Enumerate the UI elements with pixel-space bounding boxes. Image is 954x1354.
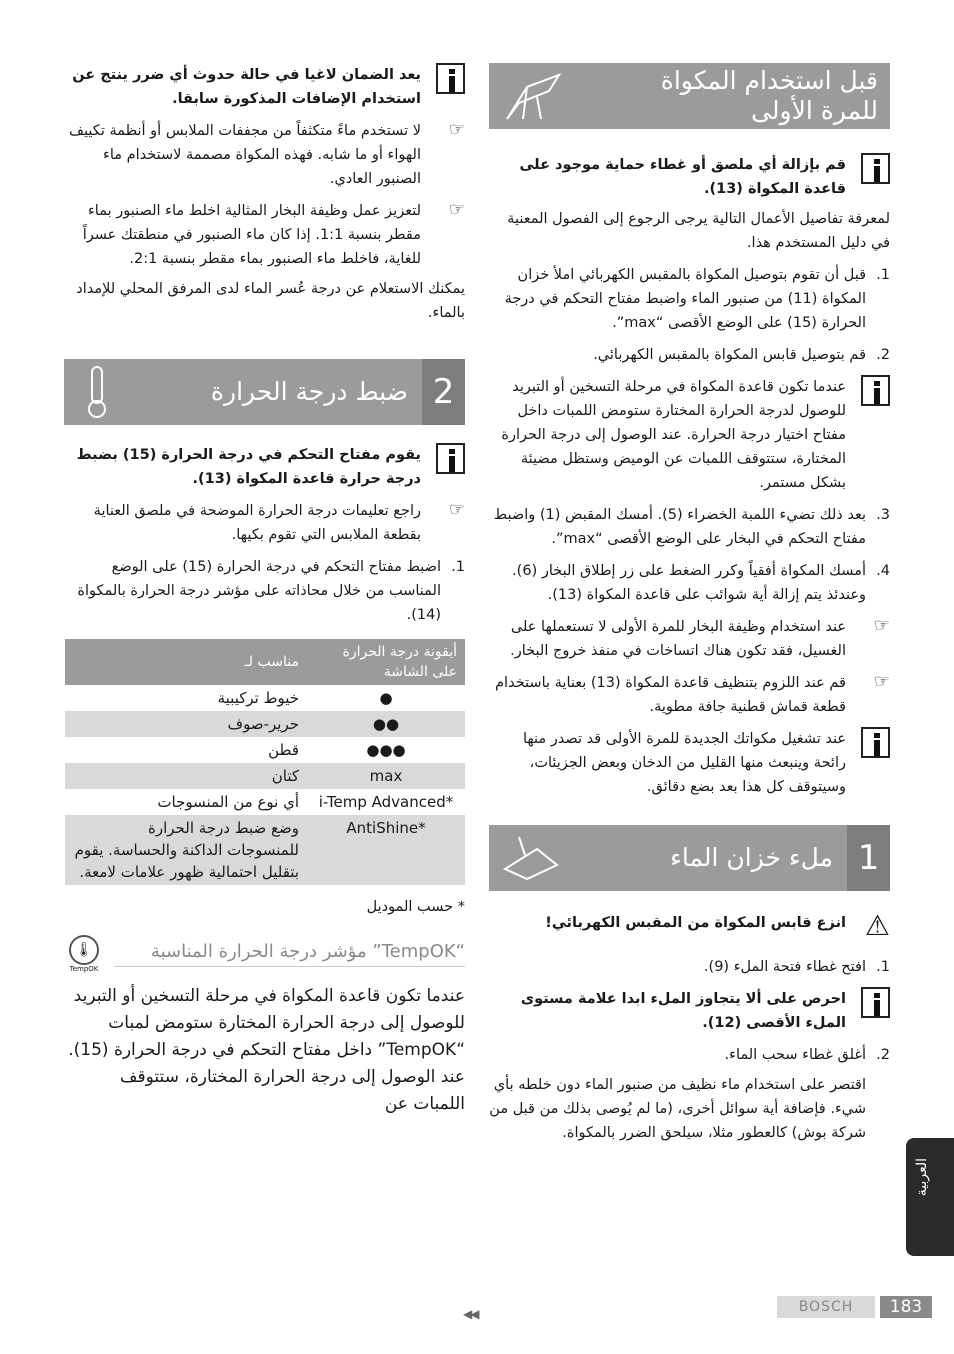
note-text: يعد الضمان لاغيا في حالة حدوث أي ضرر ينتج عن استخدام الإضافات المذكورة سابقا. [72,67,421,107]
info-icon [429,63,465,99]
temp-symbol: i-Temp Advanced* [318,793,454,811]
section-title: قبل استخدام المكواة للمرة الأولى [660,66,878,125]
step-text: أمسك المكواة أفقياً وكرر الضغط على زر إطلاق البخار (6). وعندئذ يتم إزالة أية شوائب على قاعدة المكواة (13). [512,563,866,603]
section-title: ملء خزان الماء [670,843,833,872]
tip-text: لتعزيز عمل وظيفة البخار المثالية اخلط ماء الصنبور بماء مقطر بنسبة 1:1. إذا كان ماء الصنبور في منطقتك عسراً للغاية، فاخلط ماء الصنبور بماء مقطر بنسبة 2:1. [82,203,421,267]
fabric-type: أي نوع من المنسوجات [157,793,299,811]
info-note [489,375,890,495]
hand-tip-icon: ☞ [873,615,890,636]
info-icon [854,987,890,1023]
table-row [65,711,465,737]
fabric-type: خيوط تركيبية [217,689,299,707]
step-text: قم بتوصيل قابس المكواة بالمقبس الكهربائي. [593,347,866,363]
brand-label: BOSCH [777,1296,875,1318]
step-item [489,559,890,607]
step-item [64,555,465,627]
right-column [489,63,890,1145]
step-item [489,503,890,551]
warning-text: انزع قابس المكواة من المقبس الكهربائي! [545,915,846,931]
step-item [489,343,890,367]
temp-symbol: ●●● [366,741,406,759]
tip-text: راجع تعليمات درجة الحرارة الموضحة في ملصق العناية بقطعة الملابس التي تقوم بكيها. [93,503,421,543]
step-number: 4. [876,563,890,579]
step-number: 1. [876,959,890,975]
step-number: 2. [876,347,890,363]
hand-tip-icon: ☞ [448,499,465,520]
step-number: 1. [451,559,465,575]
step-text: اضبط مفتاح التحكم في درجة الحرارة (15) على الوضع المناسب من خلال محاذاته على مؤشر درجة الحرارة بالمكواة (14). [77,559,441,623]
step-text: افتح غطاء فتحة الملء (9). [703,959,866,975]
step-number: 2. [876,1047,890,1063]
tempok-icon-label: TempOK [69,965,99,973]
info-note [64,443,465,491]
temp-symbol: max [307,763,465,789]
table-header: أيقونة درجة الحرارة على الشاشة [307,639,465,685]
tempok-icon: 🌡 TempOK [64,935,104,973]
tip-text: لا تستخدم ماءً متكثفاً من مجففات الملابس أو أنظمة تكييف الهواء أو ما شابه. فهذه المكواة مصممة لاستخدام ماء الصنبور العادي. [69,123,421,187]
info-note [489,727,890,799]
tip-note [489,615,890,663]
info-note [489,987,890,1035]
table-row [65,789,465,815]
table-row [65,815,465,885]
temp-symbol: ● [379,689,393,707]
section-2-header [64,359,465,425]
info-icon [854,375,890,411]
fabric-type: حرير-صوف [65,711,307,737]
info-icon [854,727,890,763]
page-number: 183 [880,1296,932,1318]
fabric-type: قطن [268,741,299,759]
step-number: 3. [876,507,890,523]
info-icon [854,153,890,189]
info-note [489,153,890,201]
language-tab[interactable] [906,1138,954,1256]
section-number: 2 [422,359,465,425]
info-note [64,63,465,111]
step-number: 1. [876,267,890,283]
tempok-header [64,935,465,973]
language-tab-label: العربية [914,1158,930,1197]
tip-note [64,499,465,547]
temp-symbol: AntiShine* [307,815,465,885]
intro-paragraph: لمعرفة تفاصيل الأعمال التالية يرجى الرجوع إلى الفصول المعنية في دليل المستخدم هذا. [507,211,890,251]
thermometer-icon [72,363,142,421]
hardness-paragraph: يمكنك الاستعلام عن درجة عُسر الماء لدى المرفق المحلي للإمداد بالماء. [76,281,465,321]
fabric-type: كتان [65,763,307,789]
step-text: قبل أن تقوم بتوصيل المكواة بالمقبس الكهربائي املأ خزان المكواة (11) من صنبور الماء واضبط مفتاح التحكم في درجة الحرارة (15) على الوضع الأقصى “max”. [504,267,866,331]
footnote: * حسب الموديل [366,899,465,915]
temp-symbol: ●● [307,711,465,737]
step-text: بعد ذلك تضيء اللمبة الخضراء (5). أمسك المقبض (1) واضبط مفتاح التحكم في البخار على الوضع الأقصى “max”. [493,507,866,547]
back-arrows-icon[interactable]: ◀◀ [463,1307,478,1321]
step-item [489,1043,890,1067]
filling-iron-icon [497,829,567,887]
step-item [489,263,890,335]
iron-on-stand-icon [497,67,567,125]
fabric-type: وضع ضبط درجة الحرارة للمنسوجات الداكنة والحساسة. يقوم بتقليل احتمالية ظهور علامات لامعة. [65,815,307,885]
warning-icon: ⚠ [864,909,890,942]
tip-text: عند استخدام وظيفة البخار للمرة الأولى لا تستعملها على الغسيل، فقد تكون هناك اتساخات في منفذ خروج البخار. [510,619,846,659]
hand-tip-icon: ☞ [873,671,890,692]
water-paragraph: اقتصر على استخدام ماء نظيف من صنبور الماء دون خلطه بأي شيء. فإضافة أية سوائل أخرى، (ما لم يُوصى بذلك من قبل من شركة بوش) كالعطور مثلا، سيلحق الضرر بالمكواة. [489,1077,866,1141]
hand-tip-icon: ☞ [448,199,465,220]
table-row [65,737,465,763]
note-text: قم بإزالة أي ملصق أو غطاء حماية موجود على قاعدة المكواة (13). [519,157,846,197]
tempok-title: “TempOK” مؤشر درجة الحرارة المناسبة [114,941,465,967]
temperature-table [65,639,465,885]
table-header: مناسب لـ [65,639,307,685]
left-column [64,63,465,1118]
section-title: ضبط درجة الحرارة [210,377,408,406]
note-text: عند تشغيل مكواتك الجديدة للمرة الأولى قد تصدر منها رائحة وينبعث منها القليل من الدخان وبعض الجزيئات، وسيتوقف كل هذا بعد بضع دقائق. [522,731,846,795]
tip-note [64,119,465,191]
warning-note [489,911,890,947]
tempok-paragraph: عندما تكون قاعدة المكواة في مرحلة التسخين أو التبريد للوصول إلى درجة الحرارة المختارة ستومض لمبات “TempOK” داخل مفتاح التحكم في درجة الحرارة (15). عند الوصول إلى درجة الحرارة المختارة، ستتوقف اللمبات عن [68,986,465,1114]
section-before-first-use-header [489,63,890,129]
tip-note [64,199,465,271]
table-row [65,685,465,711]
tip-note [489,671,890,719]
hand-tip-icon: ☞ [448,119,465,140]
table-row [65,763,465,789]
section-1-header [489,825,890,891]
step-item [489,955,890,979]
note-text: عندما تكون قاعدة المكواة في مرحلة التسخين أو التبريد للوصول لدرجة الحرارة المختارة ستومض اللمبات داخل مفتاح اختيار درجة الحرارة. عند الوصول إلى درجة الحرارة المختارة، ستتوقف اللمبات عن الوميض وستظل مضيئة بشكل مستمر. [501,379,846,491]
note-text: احرص على ألا يتجاوز الملء ابدا علامة مستوى الملء الأقصى (12). [520,991,846,1031]
note-text: يقوم مفتاح التحكم في درجة الحرارة (15) بضبط درجة حرارة قاعدة المكواة (13). [76,447,421,487]
table-header-row [65,639,465,685]
step-text: أغلق غطاء سحب الماء. [724,1047,866,1063]
section-number: 1 [847,825,890,891]
info-icon [429,443,465,479]
tip-text: قم عند اللزوم بتنظيف قاعدة المكواة (13) بعناية باستخدام قطعة قماش قطنية جافة مطوية. [495,675,846,715]
